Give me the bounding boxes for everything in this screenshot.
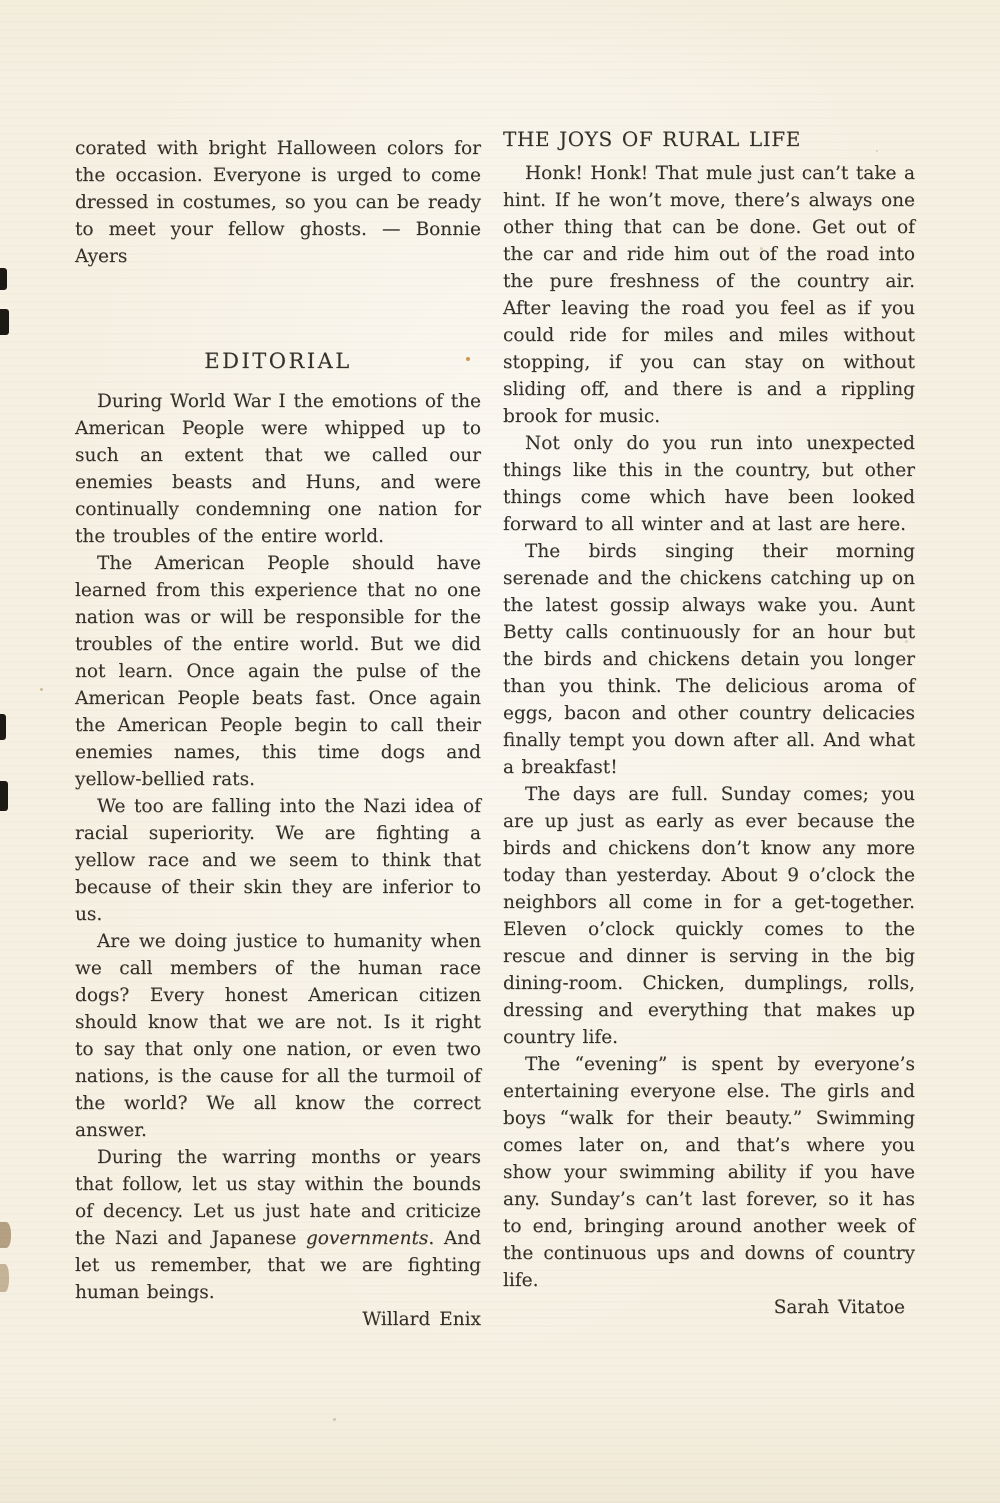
- paper-speck: [333, 1418, 336, 1421]
- article-heading: THE JOYS OF RURAL LIFE: [503, 127, 801, 151]
- stitch-mark: [0, 1264, 9, 1292]
- author-signature: Sarah Vitatoe: [773, 1297, 905, 1318]
- paper-speck: [40, 688, 43, 691]
- article-paragraph: The days are full. Sunday comes; you are up just as early as ever because the birds and chickens don’t know any more today than yesterday. About 9 o’clock the neighbors all come in for a get-together. Eleven o’clock quickly comes to the rescue and dinner is serving in the big dining-room. Chicken, dumplings, rolls, dressing and everything that makes up country life.: [503, 784, 915, 1048]
- binding-mark: [0, 268, 7, 290]
- binding-mark: [0, 781, 8, 811]
- article-paragraph: Honk! Honk! That mule just can’t take a hint. If he won’t move, there’s always one other thing that can be done. Get out of the car and ride him out of the road into the pure freshness of the country air. After leaving the road you feel as if you could ride for miles and miles without stopping, if you can stay on without sliding off, and there is and a rippling brook for music.: [503, 163, 915, 427]
- continuation-paragraph: corated with bright Halloween colors for the occasion. Everyone is urged to come dressed in costumes, so you can be ready to meet your fellow ghosts. — Bonnie Ayers: [75, 138, 481, 267]
- editorial-paragraph: The American People should have learned from this experience that no one nation was or will be responsible for the troubles of the entire world. But we did not learn. Once again the pulse of the American People beats fast. Once again the American People begin to call their enemies names, this time dogs and yellow-bellied rats.: [75, 553, 481, 790]
- binding-mark: [0, 714, 6, 740]
- binding-mark: [0, 309, 9, 335]
- article-paragraph: The birds singing their morning serenade and the chickens catching up on the latest gossip always wake you. Aunt Betty calls continuously for an hour but the birds and chickens detain you longer than you think. The delicious aroma of eggs, bacon and other country delicacies finally tempt you down after all. And what a breakfast!: [503, 541, 915, 778]
- article-paragraph: The “evening” is spent by everyone’s entertaining everyone else. The girls and boys “walk for their beauty.” Swimming comes later on, and that’s where you show your swimming ability if you have any. Sunday’s can’t last forever, so it has to end, bringing around another week of the continuous ups and downs of country life.: [503, 1054, 915, 1291]
- editorial-paragraph: Are we doing justice to humanity when we call members of the human race dogs? Every honest American citizen should know that we are not. Is it right to say that only one nation, or even two nations, is the cause for all the turmoil of the world? We all know the correct answer.: [75, 931, 481, 1141]
- stitch-mark: [0, 1222, 11, 1248]
- editorial-paragraph: We too are falling into the Nazi idea of racial superiority. We are fighting a yellow race and we seem to think that because of their skin they are inferior to us.: [75, 796, 481, 925]
- italic-word: governments: [305, 1228, 429, 1249]
- right-column: [503, 126, 915, 1321]
- author-signature: Willard Enix: [362, 1309, 481, 1330]
- editorial-heading: EDITORIAL: [204, 349, 352, 373]
- editorial-paragraph: [75, 1144, 481, 1306]
- paragraph-text: . And let us remember, that we are fighting human beings.: [75, 1228, 482, 1303]
- paragraph-text: During the warring months or years that follow, let us stay within the bounds of decency. Let us just hate and criticize the Nazi and Japanese: [75, 1147, 481, 1249]
- left-column: [75, 135, 481, 1333]
- editorial-paragraph: During World War I the emotions of the American People were whipped up to such an extent that we called our enemies beasts and Huns, and were continually condemning one nation for the troubles of the entire world.: [75, 391, 481, 547]
- article-paragraph: Not only do you run into unexpected things like this in the country, but other things come which have been looked forward to all winter and at last are here.: [503, 433, 915, 535]
